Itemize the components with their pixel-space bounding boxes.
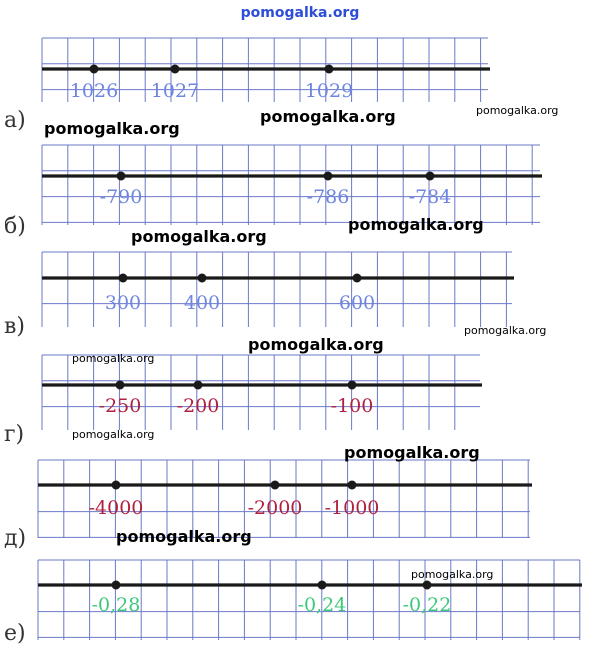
site-watermark: pomogalka.org xyxy=(248,335,384,354)
point-label: 400 xyxy=(183,292,221,314)
point-marker xyxy=(426,172,435,181)
site-watermark: pomogalka.org xyxy=(116,527,252,546)
site-watermark: pomogalka.org xyxy=(348,215,484,234)
point-label: -786 xyxy=(306,186,350,208)
point-marker xyxy=(423,581,432,590)
number-line-row xyxy=(4,560,582,646)
point-marker xyxy=(171,65,180,74)
point-marker xyxy=(194,381,203,390)
number-line-row xyxy=(4,460,532,551)
point-label: -4000 xyxy=(88,497,144,519)
point-label: -784 xyxy=(408,186,452,208)
point-marker xyxy=(324,172,333,181)
point-marker xyxy=(112,481,121,490)
site-watermark: pomogalka.org xyxy=(260,107,396,126)
row-letter: е) xyxy=(4,621,26,646)
point-label: 300 xyxy=(104,292,142,314)
row-letter: г) xyxy=(4,422,25,447)
site-watermark: pomogalka.org xyxy=(72,428,155,441)
point-label: -0,22 xyxy=(402,594,452,616)
point-label: 600 xyxy=(338,292,376,314)
point-marker xyxy=(119,274,128,283)
point-label: -1000 xyxy=(324,497,380,519)
point-label: -0,28 xyxy=(91,594,141,616)
site-watermark: pomogalka.org xyxy=(344,443,480,462)
point-marker xyxy=(348,381,357,390)
grid xyxy=(42,145,540,225)
point-marker xyxy=(318,581,327,590)
point-label: -200 xyxy=(176,395,220,417)
point-label: 1026 xyxy=(69,80,119,102)
point-marker xyxy=(116,381,125,390)
point-marker xyxy=(348,481,357,490)
number-line-row xyxy=(4,252,514,339)
site-watermark: pomogalka.org xyxy=(72,352,155,365)
point-marker xyxy=(271,481,280,490)
site-watermark: pomogalka.org xyxy=(44,119,180,138)
point-label: -100 xyxy=(330,395,374,417)
row-letter: б) xyxy=(4,214,26,239)
point-label: -0,24 xyxy=(297,594,347,616)
point-label: -250 xyxy=(98,395,142,417)
row-letter: д) xyxy=(4,526,27,551)
site-watermark-top: pomogalka.org xyxy=(240,5,360,21)
site-watermark: pomogalka.org xyxy=(464,324,547,337)
point-label: 1029 xyxy=(304,80,354,102)
point-label: -790 xyxy=(99,186,143,208)
site-watermark: pomogalka.org xyxy=(131,227,267,246)
row-letter: а) xyxy=(4,108,26,133)
row-letter: в) xyxy=(4,314,25,339)
point-marker xyxy=(117,172,126,181)
point-marker xyxy=(198,274,207,283)
grid xyxy=(42,252,512,327)
site-watermark: pomogalka.org xyxy=(411,568,494,581)
grid xyxy=(42,355,480,430)
point-marker xyxy=(90,65,99,74)
point-label: 1027 xyxy=(150,80,200,102)
site-watermark: pomogalka.org xyxy=(476,104,559,117)
point-marker xyxy=(353,274,362,283)
point-label: -2000 xyxy=(247,497,303,519)
point-marker xyxy=(112,581,121,590)
point-marker xyxy=(325,65,334,74)
